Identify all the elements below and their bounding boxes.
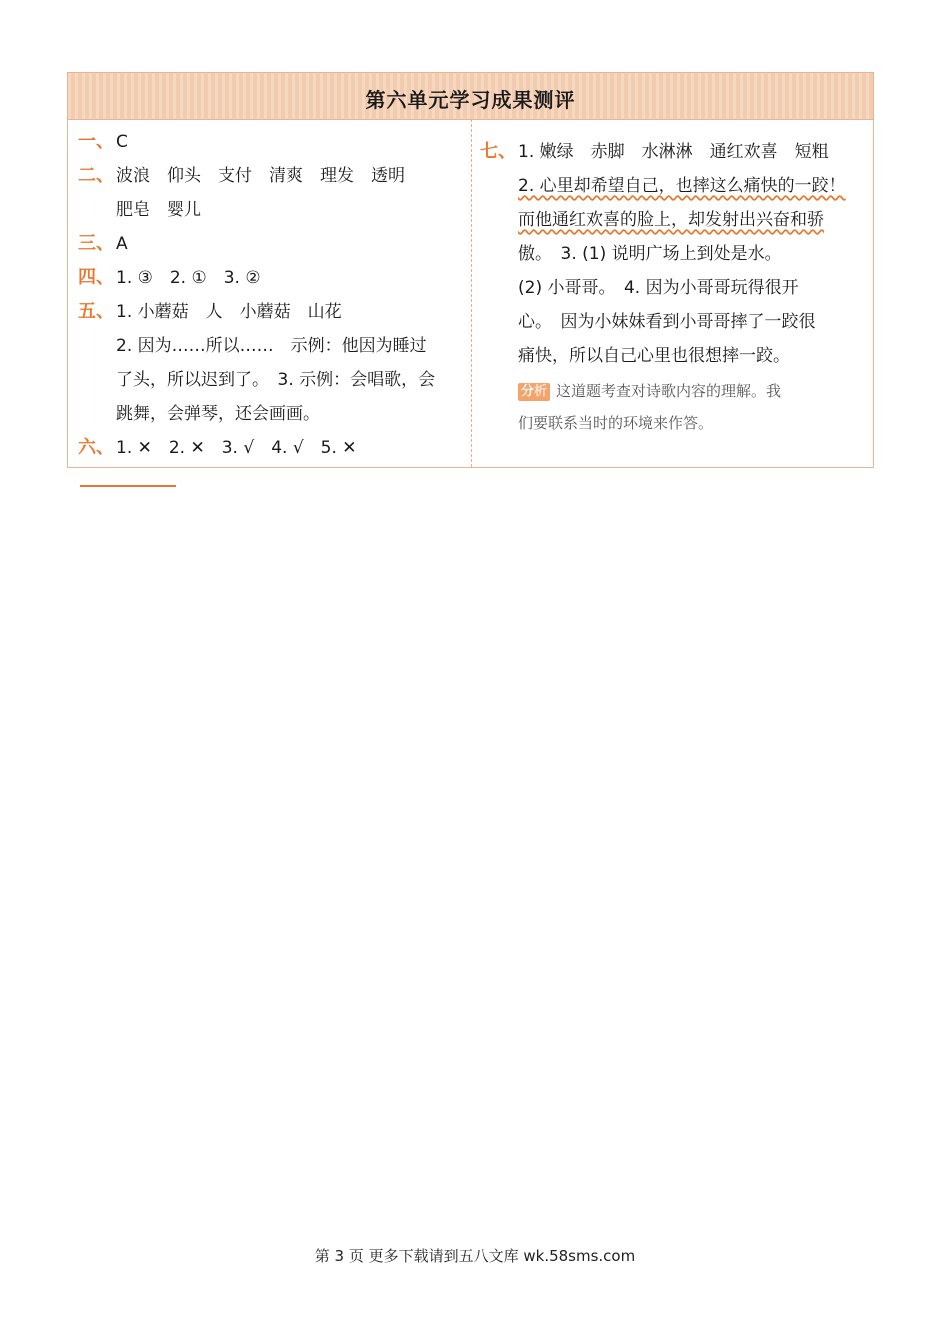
item-number: 三、 bbox=[78, 233, 114, 254]
item-number: 七、 bbox=[480, 141, 516, 162]
answer-line: 1. ③ 2. ① 3. ② bbox=[116, 268, 261, 288]
answer-item-2 bbox=[78, 159, 468, 227]
answer-item-7 bbox=[480, 135, 868, 373]
item-number: 一、 bbox=[78, 131, 114, 152]
answer-line: 跳舞，会弹琴，还会画画。 bbox=[116, 404, 320, 424]
badge-text: 析 bbox=[534, 384, 548, 399]
answer-card bbox=[67, 72, 874, 468]
right-column bbox=[480, 135, 868, 439]
item-number: 五、 bbox=[78, 301, 114, 322]
page-title: 第六单元学习成果测评 bbox=[365, 88, 576, 112]
wavy-underlined-line: 而他通红欢喜的脸上，却发射出兴奋和骄 bbox=[518, 210, 824, 230]
analysis-text: 这道题考查对诗歌内容的理解。我 bbox=[556, 382, 782, 400]
answer-item-5 bbox=[78, 295, 468, 431]
answer-line: 了头，所以迟到了。 3. 示例：会唱歌，会 bbox=[116, 370, 436, 390]
page-footer: 第 3 页 更多下载请到五八文库 wk.58sms.com bbox=[314, 1247, 636, 1265]
answer-line: 1. 小蘑菇 人 小蘑菇 山花 bbox=[116, 302, 342, 322]
answer-item-1 bbox=[78, 125, 468, 159]
analysis-badge bbox=[518, 383, 550, 401]
orange-separator bbox=[80, 485, 176, 487]
answer-line: 傲。 3. (1) 说明广场上到处是水。 bbox=[518, 244, 782, 264]
item-number: 二、 bbox=[78, 165, 114, 186]
analysis-line bbox=[518, 375, 868, 407]
answer-item-3 bbox=[78, 227, 468, 261]
analysis-note bbox=[480, 375, 868, 439]
badge-text: 分 bbox=[521, 384, 535, 399]
item-number: 六、 bbox=[78, 437, 114, 458]
answer-line: C bbox=[116, 132, 128, 152]
answer-item-6 bbox=[78, 431, 468, 465]
answer-line: 1. 嫩绿 赤脚 水淋淋 通红欢喜 短粗 bbox=[518, 142, 829, 162]
analysis-line: 们要联系当时的环境来作答。 bbox=[518, 414, 714, 432]
answer-line: 心。 因为小妹妹看到小哥哥摔了一跤很 bbox=[518, 312, 816, 332]
item-number: 四、 bbox=[78, 267, 114, 288]
column-divider bbox=[471, 119, 472, 467]
card-header bbox=[68, 73, 873, 120]
answer-line: (2) 小哥哥。 4. 因为小哥哥玩得很开 bbox=[518, 278, 799, 298]
answer-line: 肥皂 婴儿 bbox=[116, 200, 201, 220]
answer-line: 1. ✕ 2. ✕ 3. √ 4. √ 5. ✕ bbox=[116, 438, 357, 458]
left-column bbox=[78, 125, 468, 465]
answer-item-4 bbox=[78, 261, 468, 295]
answer-line: A bbox=[116, 234, 128, 254]
answer-line: 痛快，所以自己心里也很想摔一跤。 bbox=[518, 346, 790, 366]
answer-line: 2. 因为……所以…… 示例：他因为睡过 bbox=[116, 336, 427, 356]
answer-line: 波浪 仰头 支付 清爽 理发 透明 bbox=[116, 166, 405, 186]
wavy-underlined-line: 2. 心里却希望自己，也摔这么痛快的一跤！ bbox=[518, 176, 846, 196]
